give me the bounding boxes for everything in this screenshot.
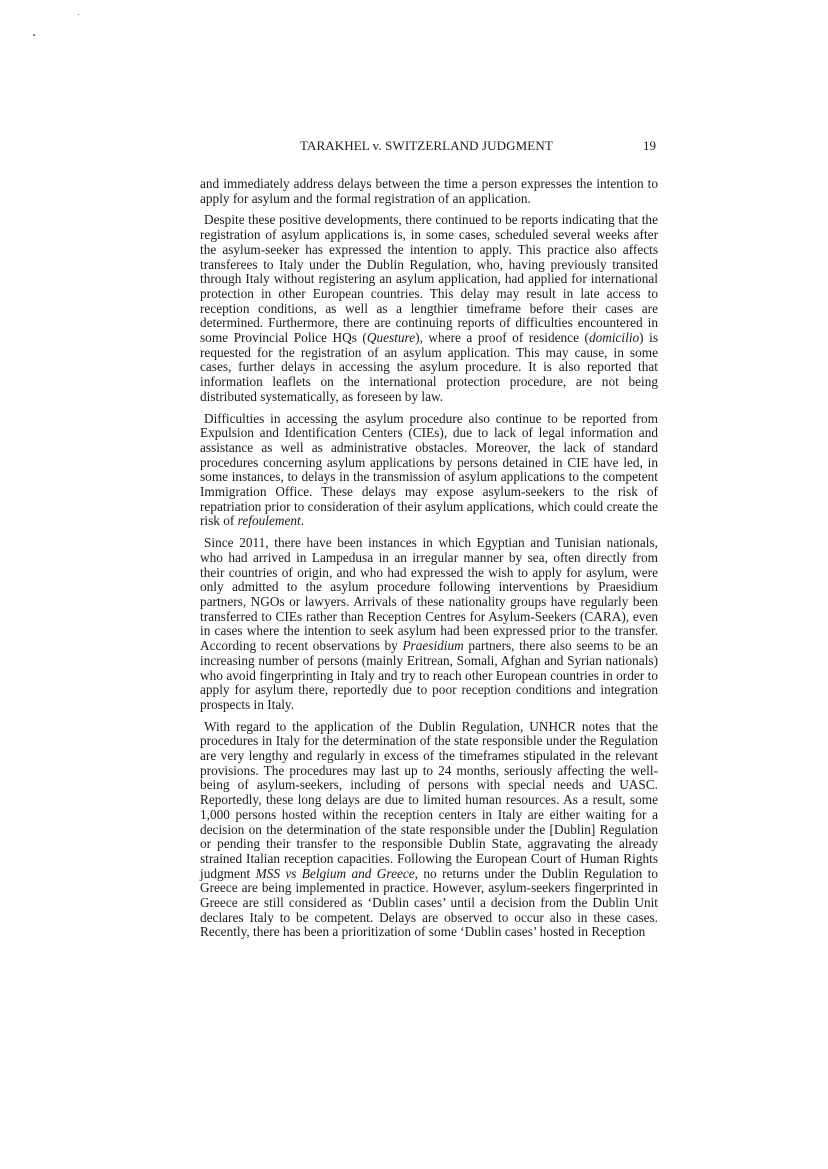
italic-term: MSS vs Belgium and Greece: [255, 865, 415, 881]
paragraph: [200, 213, 658, 404]
paragraph: [200, 412, 658, 530]
paragraph-text: , no returns under the Dublin Regulation to Greece are being implemented in practice. However, asylum-seekers fingerprinted in Greece are still considered as ‘Dublin cases’ until a decision from the Dublin Unit declares Italy to be competent. Delays are observed to occur also in these cases. Recently, there has been a prioritization of some ‘Dublin cases’ hosted in Reception: [200, 865, 658, 940]
paragraph-text: and immediately address delays between the time a person expresses the intention to apply for asylum and the formal registration of an application.: [200, 176, 658, 206]
italic-term: Praesidium: [402, 638, 464, 654]
italic-term: Questure: [366, 330, 416, 346]
paragraph-text: Despite these positive developments, there continued to be reports indicating that the registration of asylum applications is, in some cases, scheduled several weeks after the asylum-seeker has expressed the intention to apply. This practice also affects transferees to Italy under the Dublin Regulation, who, having previously transited through Italy without registering an asylum application, had applied for international protection in other European countries. This delay may result in late access to reception conditions, as well as a lengthier timeframe before their cases are determined. Furthermore, there are continuing reports of difficulties encountered in some Provincial Police HQs (: [200, 212, 658, 346]
paragraph-text: ) is requested for the registration of an asylum application. This may cause, in some cases, further delays in accessing the asylum procedure. It is also reported that information leaflets on the international protection procedure, are not being distributed systematically, as foreseen by law.: [200, 330, 658, 404]
page-number: 19: [643, 138, 656, 153]
header-title: TARAKHEL v. SWITZERLAND JUDGMENT: [300, 138, 553, 153]
paragraph: [200, 720, 658, 941]
running-header: [200, 138, 658, 158]
paragraph-text: ), where a proof of residence (: [415, 330, 589, 346]
paragraph-text: Difficulties in accessing the asylum procedure also continue to be reported from Expulsion and Identification Centers (CIEs), due to lack of legal information and assistance as well as administrative obstacles. Moreover, the lack of standard procedures concerning asylum applications by persons detained in CIE have led, in some instances, to delays in the transmission of asylum applications to the competent Immigration Office. These delays may expose asylum-seekers to the risk of repatriation prior to consideration of their asylum applications, which could create the risk of: [200, 410, 658, 529]
paragraph-text: Since 2011, there have been instances in which Egyptian and Tunisian nationals, who had arrived in Lampedusa in an irregular manner by sea, often directly from their countries of origin, and who had expressed the wish to apply for asylum, were only admitted to the asylum procedure following interventions by Praesidium partners, NGOs or lawyers. Arrivals of these nationality groups have regularly been transferred to CIEs rather than Reception Centres for Asylum-Seekers (CARA), even in cases where the intention to seek asylum had been expressed prior to the transfer. According to recent observations by: [200, 535, 658, 654]
document-body: [200, 177, 658, 947]
paragraph-text: .: [300, 513, 305, 529]
italic-term: domicilio: [588, 330, 640, 346]
scan-speck: [78, 14, 79, 15]
paragraph: [200, 536, 658, 712]
paragraph: [200, 177, 658, 206]
scan-speck: [33, 34, 35, 36]
paragraph-text: partners, there also seems to be an increasing number of persons (mainly Eritrean, Somali, Afghan and Syrian nationals) who avoid fingerprinting in Italy and try to reach other European countries in order to apply for asylum there, reportedly due to poor reception conditions and integration prospects in Italy.: [200, 638, 658, 712]
paragraph-text: With regard to the application of the Dublin Regulation, UNHCR notes that the procedures in Italy for the determination of the state responsible under the Regulation are very lengthy and regularly in excess of the timeframes stipulated in the relevant provisions. The procedures may last up to 24 months, seriously affecting the well-being of asylum-seekers, including of persons with special needs and UASC. Reportedly, these long delays are due to limited human resources. As a result, some 1,000 persons hosted within the reception centers in Italy are either waiting for a decision on the determination of the state responsible under the [Dublin] Regulation or pending their transfer to the responsible Dublin State, aggravating the already strained Italian reception capacities. Following the European Court of Human Rights judgment: [200, 718, 658, 881]
italic-term: refoulement: [237, 513, 301, 529]
